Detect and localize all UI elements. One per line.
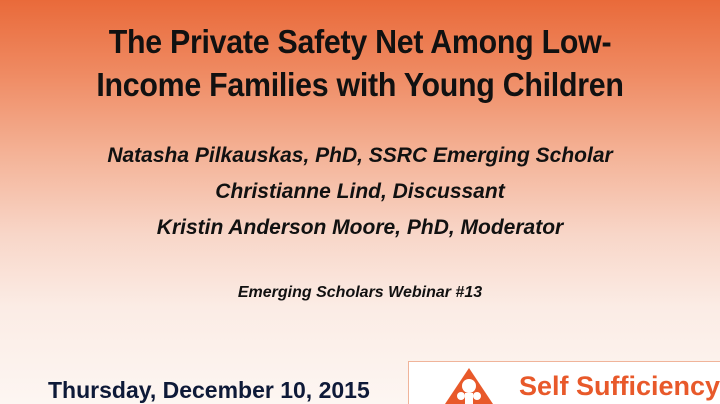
logo xyxy=(408,361,720,404)
webinar-label: Emerging Scholars Webinar #13 xyxy=(237,284,483,301)
presenter-moderator: Kristin Anderson Moore, PhD, Moderator xyxy=(156,216,564,239)
slide-title xyxy=(29,20,691,106)
presenter-list xyxy=(0,138,720,246)
presenter-scholar: Natasha Pilkauskas, PhD, SSRC Emerging Scholar xyxy=(107,144,613,167)
slide-title-line-1: The Private Safety Net Among Low- xyxy=(108,23,612,60)
slide-title-line-2: Income Families with Young Children xyxy=(96,66,624,103)
presenter-discussant: Christianne Lind, Discussant xyxy=(215,180,505,203)
logo-text: Self Sufficiency xyxy=(519,371,720,401)
webinar-date: Thursday, December 10, 2015 xyxy=(48,377,370,403)
family-triangle-icon xyxy=(439,366,499,404)
